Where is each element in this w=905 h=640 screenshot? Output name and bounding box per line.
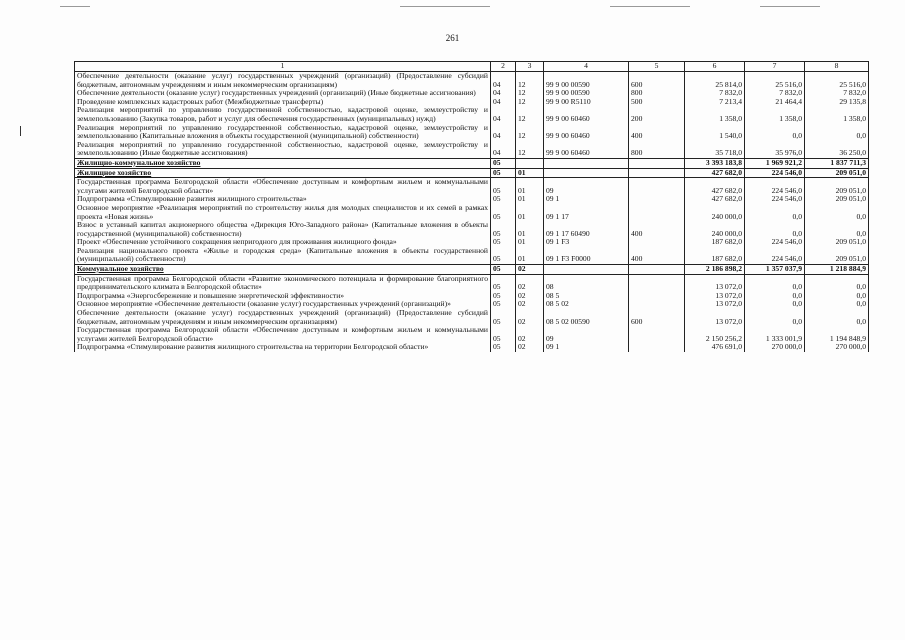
subsection-code: 12 (516, 124, 544, 141)
amount-year-2: 0,0 (745, 274, 805, 292)
target-article-code: 99 9 00 60460 (544, 106, 629, 123)
amount-year-1: 427 682,0 (685, 178, 745, 196)
amount-year-2: 7 832,0 (745, 89, 805, 98)
amount-year-2: 224 546,0 (745, 168, 805, 178)
row-description: Государственная программа Белгородской области «Развитие экономического потенциала и формирование благоприятного предпринимательского климата в Белгородской области» (75, 274, 491, 292)
expense-type-code: 500 (629, 98, 685, 107)
subsection-code: 02 (516, 309, 544, 326)
amount-year-2: 0,0 (745, 300, 805, 309)
table-row (75, 300, 869, 309)
subsection-code: 01 (516, 168, 544, 178)
subsection-code: 12 (516, 106, 544, 123)
amount-year-2: 224 546,0 (745, 238, 805, 247)
top-edge-line (760, 6, 820, 7)
amount-year-2: 0,0 (745, 221, 805, 238)
amount-year-2: 0,0 (745, 204, 805, 221)
amount-year-2: 21 464,4 (745, 98, 805, 107)
row-description: Жилищно-коммунальное хозяйство (75, 158, 491, 168)
expense-type-code: 400 (629, 221, 685, 238)
top-edge-line (610, 6, 690, 7)
amount-year-2: 224 546,0 (745, 178, 805, 196)
amount-year-2: 224 546,0 (745, 195, 805, 204)
row-description: Реализация мероприятий по управлению государственной собственностью, кадастровой оценке, землеустройству и землепользованию (Иные бюджетные ассигнования) (75, 141, 491, 159)
target-article-code: 99 9 00 R5110 (544, 98, 629, 107)
table-row (75, 178, 869, 196)
expense-type-code (629, 343, 685, 352)
row-description: Государственная программа Белгородской области «Обеспечение доступным и комфортным жильем и коммунальными услугами жителей Белгородской области» (75, 178, 491, 196)
amount-year-2: 1 333 001,9 (745, 326, 805, 343)
table-row (75, 124, 869, 141)
section-code: 05 (491, 168, 516, 178)
table-row (75, 326, 869, 343)
header-cell: 3 (516, 62, 544, 72)
amount-year-3: 36 250,0 (805, 141, 869, 159)
section-code: 05 (491, 204, 516, 221)
table-row (75, 195, 869, 204)
top-edge-line (400, 6, 490, 7)
subsection-code: 02 (516, 265, 544, 275)
amount-year-2: 1 358,0 (745, 106, 805, 123)
section-code: 05 (491, 300, 516, 309)
amount-year-1: 187 682,0 (685, 238, 745, 247)
subsection-code: 01 (516, 195, 544, 204)
amount-year-3: 0,0 (805, 292, 869, 301)
section-code: 05 (491, 292, 516, 301)
row-description: Подпрограмма «Энергосбережение и повышение энергетической эффективности» (75, 292, 491, 301)
amount-year-3: 0,0 (805, 221, 869, 238)
amount-year-3: 209 051,0 (805, 195, 869, 204)
amount-year-3: 270 000,0 (805, 343, 869, 352)
amount-year-2: 0,0 (745, 292, 805, 301)
expense-type-code: 800 (629, 141, 685, 159)
table-row (75, 98, 869, 107)
target-article-code: 08 5 (544, 292, 629, 301)
target-article-code: 99 9 00 60460 (544, 141, 629, 159)
expense-type-code (629, 265, 685, 275)
amount-year-3: 0,0 (805, 124, 869, 141)
amount-year-1: 476 691,0 (685, 343, 745, 352)
row-description: Основное мероприятие «Реализация мероприятий по строительству жилья для молодых специалистов и их семей в рамках проекта «Новая жизнь» (75, 204, 491, 221)
row-description: Государственная программа Белгородской области «Обеспечение доступным и комфортным жильем и коммунальными услугами жителей Белгородской области» (75, 326, 491, 343)
row-description: Реализация национального проекта «Жилье и городская среда» (Капитальные вложения в объекты государственной (муниципальной) собственности) (75, 247, 491, 265)
amount-year-1: 35 718,0 (685, 141, 745, 159)
amount-year-1: 13 072,0 (685, 300, 745, 309)
table-row (75, 274, 869, 292)
amount-year-1: 7 832,0 (685, 89, 745, 98)
expense-type-code (629, 274, 685, 292)
subsection-code: 01 (516, 247, 544, 265)
amount-year-3: 209 051,0 (805, 247, 869, 265)
target-article-code: 09 (544, 178, 629, 196)
row-description: Обеспечение деятельности (оказание услуг) государственных учреждений (организаций) (Предоставление субсидий бюджетным, автономным учреждениям и иным некоммерческим организациям) (75, 309, 491, 326)
header-cell: 8 (805, 62, 869, 72)
amount-year-3: 0,0 (805, 309, 869, 326)
expense-type-code (629, 204, 685, 221)
section-code: 05 (491, 221, 516, 238)
row-description: Проект «Обеспечение устойчивого сокращения непригодного для проживания жилищного фонда» (75, 238, 491, 247)
header-cell: 1 (75, 62, 491, 72)
header-row (75, 62, 869, 72)
amount-year-2: 0,0 (745, 124, 805, 141)
section-code: 04 (491, 89, 516, 98)
target-article-code: 09 1 (544, 195, 629, 204)
expense-type-code (629, 300, 685, 309)
amount-year-3: 7 832,0 (805, 89, 869, 98)
amount-year-1: 1 358,0 (685, 106, 745, 123)
target-article-code: 09 (544, 326, 629, 343)
page-number: 261 (445, 33, 460, 43)
amount-year-3: 0,0 (805, 274, 869, 292)
section-code: 05 (491, 265, 516, 275)
amount-year-1: 25 814,0 (685, 72, 745, 90)
header-cell: 6 (685, 62, 745, 72)
expense-type-code (629, 178, 685, 196)
expense-type-code (629, 158, 685, 168)
amount-year-2: 224 546,0 (745, 247, 805, 265)
header-cell: 5 (629, 62, 685, 72)
table-row (75, 141, 869, 159)
amount-year-3: 1 218 884,9 (805, 265, 869, 275)
amount-year-1: 13 072,0 (685, 274, 745, 292)
target-article-code: 99 9 00 00590 (544, 72, 629, 90)
subsection-code: 02 (516, 292, 544, 301)
expense-type-code: 600 (629, 72, 685, 90)
table-row (75, 204, 869, 221)
amount-year-3: 209 051,0 (805, 168, 869, 178)
amount-year-2: 1 357 037,9 (745, 265, 805, 275)
subsection-code: 12 (516, 89, 544, 98)
target-article-code: 09 1 F3 (544, 238, 629, 247)
expense-type-code (629, 238, 685, 247)
section-code: 05 (491, 158, 516, 168)
section-code: 05 (491, 195, 516, 204)
row-description: Основное мероприятие «Обеспечение деятельности (оказание услуг) государственных учреждений (организаций)» (75, 300, 491, 309)
amount-year-1: 427 682,0 (685, 168, 745, 178)
header-cell: 7 (745, 62, 805, 72)
amount-year-1: 13 072,0 (685, 292, 745, 301)
target-article-code (544, 168, 629, 178)
section-code: 04 (491, 124, 516, 141)
amount-year-1: 1 540,0 (685, 124, 745, 141)
target-article-code: 99 9 00 00590 (544, 89, 629, 98)
section-code: 05 (491, 326, 516, 343)
amount-year-2: 270 000,0 (745, 343, 805, 352)
section-row (75, 168, 869, 178)
section-row (75, 158, 869, 168)
section-code: 04 (491, 106, 516, 123)
table-row (75, 72, 869, 90)
target-article-code (544, 265, 629, 275)
amount-year-3: 1 194 848,9 (805, 326, 869, 343)
expense-type-code: 800 (629, 89, 685, 98)
amount-year-1: 7 213,4 (685, 98, 745, 107)
subsection-code: 02 (516, 343, 544, 352)
subsection-code: 02 (516, 300, 544, 309)
expense-type-code (629, 326, 685, 343)
amount-year-1: 187 682,0 (685, 247, 745, 265)
table-row (75, 309, 869, 326)
amount-year-3: 1 358,0 (805, 106, 869, 123)
subsection-code: 01 (516, 221, 544, 238)
target-article-code: 09 1 17 (544, 204, 629, 221)
row-description: Подпрограмма «Стимулирование развития жилищного строительства на территории Белгородской области» (75, 343, 491, 352)
amount-year-2: 25 516,0 (745, 72, 805, 90)
subsection-code: 01 (516, 238, 544, 247)
table-row (75, 292, 869, 301)
table-row (75, 221, 869, 238)
target-article-code: 09 1 F3 F0000 (544, 247, 629, 265)
target-article-code: 08 5 02 (544, 300, 629, 309)
table-row (75, 89, 869, 98)
expense-type-code: 400 (629, 247, 685, 265)
section-code: 05 (491, 178, 516, 196)
budget-table (74, 61, 869, 352)
amount-year-3: 0,0 (805, 204, 869, 221)
expense-type-code: 400 (629, 124, 685, 141)
subsection-code: 02 (516, 274, 544, 292)
top-edge-line (60, 6, 90, 7)
section-code: 04 (491, 141, 516, 159)
row-description: Проведение комплексных кадастровых работ (Межбюджетные трансферты) (75, 98, 491, 107)
expense-type-code: 600 (629, 309, 685, 326)
expense-type-code (629, 195, 685, 204)
row-description: Взнос в уставный капитал акционерного общества «Дирекция Юго-Западного района» (Капитальные вложения в объекты государственной (муниципальной) собственности) (75, 221, 491, 238)
subsection-code: 01 (516, 178, 544, 196)
subsection-code (516, 158, 544, 168)
amount-year-1: 240 000,0 (685, 204, 745, 221)
target-article-code (544, 158, 629, 168)
expense-type-code: 200 (629, 106, 685, 123)
header-cell: 4 (544, 62, 629, 72)
section-code: 05 (491, 309, 516, 326)
row-description: Обеспечение деятельности (оказание услуг) государственных учреждений (организаций) (Предоставление субсидий бюджетным, автономным учреждениям и иным некоммерческим организациям) (75, 72, 491, 90)
amount-year-3: 1 837 711,3 (805, 158, 869, 168)
amount-year-3: 209 051,0 (805, 178, 869, 196)
row-description: Обеспечение деятельности (оказание услуг) государственных учреждений (организаций) (Иные бюджетные ассигнования) (75, 89, 491, 98)
amount-year-1: 427 682,0 (685, 195, 745, 204)
target-article-code: 08 (544, 274, 629, 292)
amount-year-2: 1 969 921,2 (745, 158, 805, 168)
section-code: 04 (491, 72, 516, 90)
amount-year-1: 13 072,0 (685, 309, 745, 326)
amount-year-3: 29 135,8 (805, 98, 869, 107)
amount-year-3: 25 516,0 (805, 72, 869, 90)
section-code: 05 (491, 343, 516, 352)
subsection-code: 12 (516, 98, 544, 107)
expense-type-code (629, 168, 685, 178)
target-article-code: 08 5 02 00590 (544, 309, 629, 326)
section-code: 05 (491, 247, 516, 265)
subsection-code: 12 (516, 72, 544, 90)
amount-year-2: 0,0 (745, 309, 805, 326)
section-row (75, 265, 869, 275)
section-code: 04 (491, 98, 516, 107)
row-description: Подпрограмма «Стимулирование развития жилищного строительства» (75, 195, 491, 204)
header-cell: 2 (491, 62, 516, 72)
amount-year-1: 3 393 183,8 (685, 158, 745, 168)
row-description: Реализация мероприятий по управлению государственной собственностью, кадастровой оценке, землеустройству и землепользованию (Закупка товаров, работ и услуг для обеспечения государственных (муниципальных) нужд) (75, 106, 491, 123)
target-article-code: 99 9 00 60460 (544, 124, 629, 141)
table-row (75, 343, 869, 352)
amount-year-3: 209 051,0 (805, 238, 869, 247)
table-row (75, 238, 869, 247)
amount-year-2: 35 976,0 (745, 141, 805, 159)
amount-year-1: 2 150 256,2 (685, 326, 745, 343)
row-description: Реализация мероприятий по управлению государственной собственностью, кадастровой оценке, землеустройству и землепользованию (Капитальные вложения в объекты государственной (муниципальной) собственности) (75, 124, 491, 141)
section-code: 05 (491, 274, 516, 292)
subsection-code: 01 (516, 204, 544, 221)
amount-year-1: 240 000,0 (685, 221, 745, 238)
row-description: Коммунальное хозяйство (75, 265, 491, 275)
binding-mark (20, 126, 21, 136)
target-article-code: 09 1 17 60490 (544, 221, 629, 238)
expense-type-code (629, 292, 685, 301)
table-row (75, 247, 869, 265)
subsection-code: 12 (516, 141, 544, 159)
subsection-code: 02 (516, 326, 544, 343)
amount-year-1: 2 186 898,2 (685, 265, 745, 275)
target-article-code: 09 1 (544, 343, 629, 352)
amount-year-3: 0,0 (805, 300, 869, 309)
section-code: 05 (491, 238, 516, 247)
table-row (75, 106, 869, 123)
row-description: Жилищное хозяйство (75, 168, 491, 178)
